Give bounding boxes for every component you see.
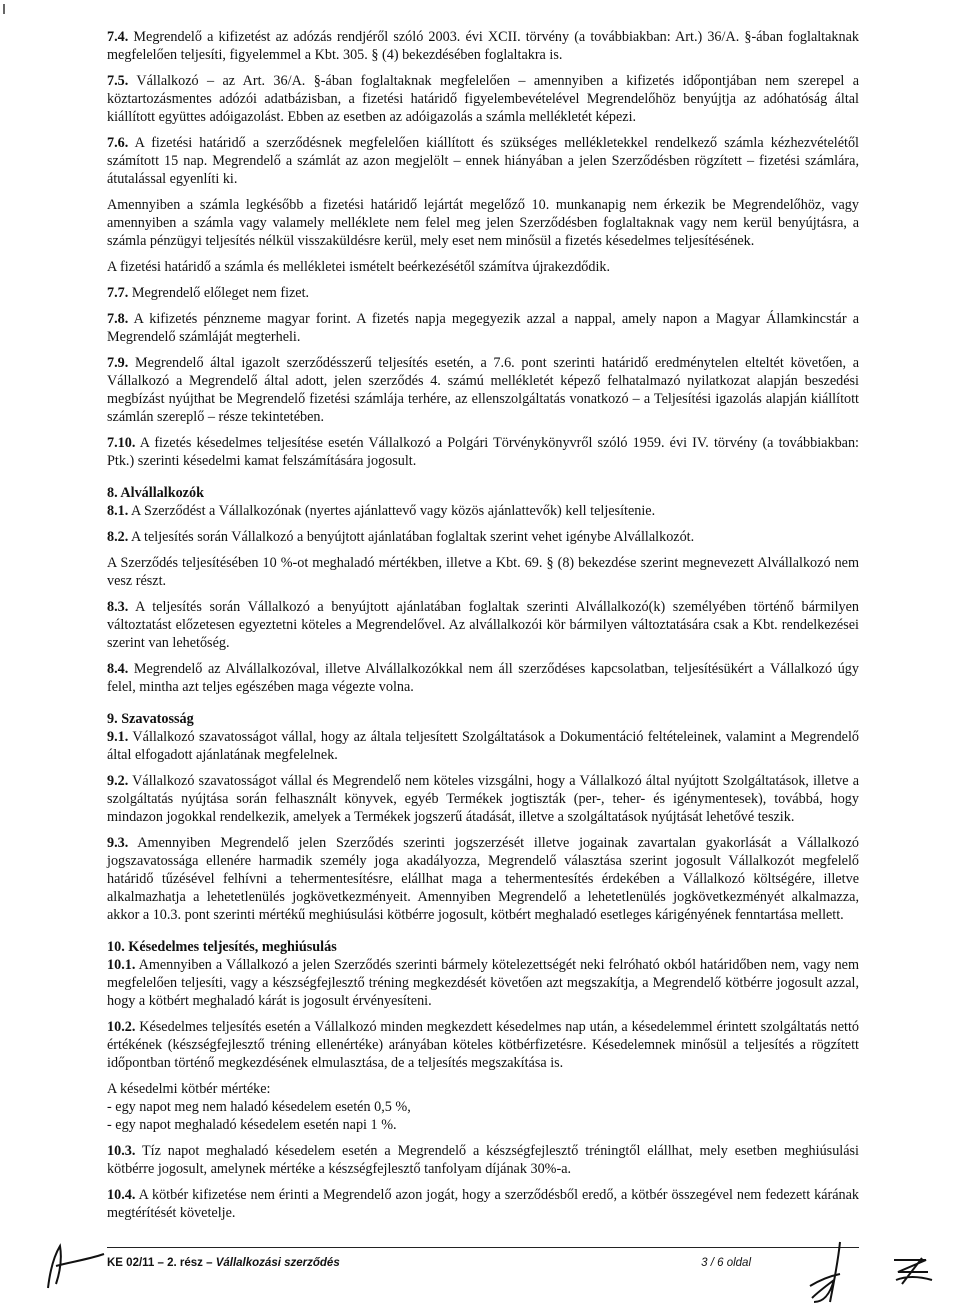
section-heading-8: 8. Alvállalkozók xyxy=(107,485,204,501)
paragraph-10-1: 10.1. Amennyiben a Vállalkozó a jelen Szerződés szerinti bármely kötelezettségét neki felróható okból határidőben nem, vagy nem megfelelően teljesíti, vagy a készségfejlesztő tréning megkezdését követően azt megszakítja, a Megrendelő kötbérre jogosult azzal, hogy a kötbért meghaladó kárát is jogosult érvényesíteni. xyxy=(107,957,859,1009)
paragraph-7-5: 7.5. Vállalkozó – az Art. 36/A. §-ában foglaltaknak megfelelően – amennyiben a kifizetés időpontjában nem szerepel a köztartozásmentes adózói adatbázisban, a fizetési határidő figyelembevételével Megrendelőhöz benyújtja az adóhatóság által kiállított együttes adóigazolást. Ebben az esetben az adóigazolás a számla mellékletét képezi. xyxy=(107,73,859,125)
paragraph-7-4: 7.4. Megrendelő a kifizetést az adózás rendjéről szóló 2003. évi XCII. törvény (a továbbiakban: Art.) 36/A. §-ában foglaltaknak megfelelően teljesíti, figyelemmel a Kbt. 305. § (4) bekezdésében foglaltakra is. xyxy=(107,29,860,63)
paragraph-7-6-restart: A fizetési határidő a számla és mellékletei ismételt beérkezésétől számítva újrakezdődik. xyxy=(107,259,611,275)
paragraph-10-3: 10.3. Tíz napot meghaladó késedelem esetén a Megrendelő a készségfejlesztő tréningtől elállhat, mely esetben meghiúsulási kötbérre jogosult, amelynek mértéke a készségfejlesztő tanfolyam díjának 30%-a. xyxy=(107,1143,859,1177)
paragraph-7-9: 7.9. Megrendelő által igazolt szerződésszerű teljesítés esetén, a 7.6. pont szerinti határidő eredménytelen elteltét követően, a Vállalkozó a Megrendelő által adott, jelen szerződés 4. számú mellékletét képező felhatalmazó nyilatkozat alapján beszedési megbízást nyújthat be Megrendelő fizetési számlája terhére, az ellenszolgáltatás vonatkozó – a Teljesítési igazolás alapján kiállított számlán szereplő – része tekintetében. xyxy=(107,355,859,425)
paragraph-10-2: 10.2. Késedelmes teljesítés esetén a Vállalkozó minden megkezdett késedelmes nap után, a késedelemmel érintett szolgáltatás nettó értékének (készségfejlesztő tréning ellenértéke) arányában köteles kötbérfizetésre. Késedelemnek minősül a teljesítés a rögzített időpontban történő megkezdésének elmulasztása, de a teljesítés megszakítása is. xyxy=(107,1019,860,1071)
paragraph-8-3: 8.3. A teljesítés során Vállalkozó a benyújtott ajánlatában foglaltak szerinti Alvállalkozó(k) személyében történő bármilyen változtatást előzetesen egyeztetni köteles a Megrendelővel. Az alvállalkozói kör bármilyen változtatására csak a Kbt. rendelkezései szerint van lehetőség. xyxy=(107,599,860,651)
paragraph-8-1: 8.1. A Szerződést a Vállalkozónak (nyertes ajánlattevő vagy közös ajánlattevők) kell teljesítenie. xyxy=(107,503,656,519)
document-body xyxy=(107,28,859,1230)
paragraph-8-2: 8.2. A teljesítés során Vállalkozó a benyújtott ajánlatában foglaltak szerint vehet igénybe Alvállalkozót. xyxy=(107,529,695,545)
paragraph-8-4: 8.4. Megrendelő az Alvállalkozóval, illetve Alvállalkozókkal nem áll szerződéses kapcsolatban, teljesítésükért a Vállalkozó úgy felel, mintha azt teljes egészében maga végezte volna. xyxy=(107,661,859,695)
paragraph-7-10: 7.10. A fizetés késedelmes teljesítése esetén Vállalkozó a Polgári Törvénykönyvről szóló 1959. évi IV. törvény (a továbbiakban: Ptk.) szerinti késedelmi kamat felszámítására jogosult. xyxy=(107,435,859,469)
paragraph-10-4: 10.4. A kötbér kifizetése nem érinti a Megrendelő azon jogát, hogy a szerződésből eredő, a kötbér összegével nem fedezett kárának megtérítését követelje. xyxy=(107,1187,859,1221)
penalty-rate-title: A késedelmi kötbér mértéke: xyxy=(107,1081,271,1097)
paragraph-7-8: 7.8. A kifizetés pénzneme magyar forint. A fizetés napja megegyezik azzal a nappal, amely napon a Magyar Államkincstár a Megrendelő számláját megterheli. xyxy=(107,311,860,345)
footer-document-title: Vállalkozási szerződés xyxy=(215,1257,340,1269)
paragraph-9-2: 9.2. Vállalkozó szavatosságot vállal és Megrendelő nem köteles vizsgálni, hogy a Vállalkozó által nyújtott Szolgáltatások, illetve a szolgáltatás nyújtása során felhasznált könyvek, egyéb Termékek jogtiszták (per-, teher- és igénymentesek), továbbá, hogy mindazon jogokkal rendelkezik, amelyek a Termékek jogszerű átadását, illetve a szolgáltatások nyújtását lehetővé teszik. xyxy=(107,773,859,825)
section-heading-10: 10. Késedelmes teljesítés, meghiúsulás xyxy=(107,939,337,955)
page-footer xyxy=(107,1247,859,1272)
scan-speck-mark xyxy=(0,2,10,18)
penalty-rate-line-1: - egy napot meg nem haladó késedelem esetén 0,5 %, xyxy=(107,1099,411,1115)
paragraph-9-3: 9.3. Amennyiben Megrendelő jelen Szerződés szerinti jogszerzését illetve jogainak zavartalan gyakorlását a Vállalkozó jogszavatossága ellenére harmadik személy joga akadályozza, Megrendelő választása szerint jogosult Vállalkozót megfelelő határidő tűzésével felhívni a tehermentesítésre, elállhat maga a tehermentesítés érdekében a Vállalkozó költségére, illetve alkalmazhatja a lehetetlenülés jogkövetkezményeit. Amennyiben Megrendelő a lehetetlenülés jogkövetkezményét alkalmazza, akkor a 10.3. pont szerinti mértékű meghiúsulási kötbérre jogosult, kötbért meghaladó esetleges kárigényének fenntartása mellett. xyxy=(107,835,859,923)
penalty-rate-line-2: - egy napot meghaladó késedelem esetén napi 1 %. xyxy=(107,1117,397,1133)
handwritten-initial-right-mark xyxy=(888,1254,936,1288)
footer-document-code: KE 02/11 – 2. rész – Vállalkozási szerződés xyxy=(107,1257,340,1269)
paragraph-7-7: 7.7. Megrendelő előleget nem fizet. xyxy=(107,285,310,301)
handwritten-signature-mark xyxy=(800,1236,860,1310)
penalty-rate-block xyxy=(107,1080,859,1134)
paragraph-7-6-late-invoice: Amennyiben a számla legkésőbb a fizetési határidő lejártát megelőző 10. munkanapig nem érkezik be Megrendelőhöz, vagy amennyiben a számla vagy valamely melléklete nem felel meg jelen Szerződésben foglaltaknak vagy nem kerül benyújtásra, a számla pénzügyi teljesítés nélkül visszaküldésre kerül, mely eset nem minősül a fizetés késedelmes teljesítésének. xyxy=(107,197,859,249)
paragraph-8-2-threshold: A Szerződés teljesítésében 10 %-ot meghaladó mértékben, illetve a Kbt. 69. § (8) bekezdése szerint megnevezett Alvállalkozó nem vesz részt. xyxy=(107,555,859,589)
handwritten-initial-left-mark xyxy=(40,1236,110,1296)
footer-page-number: 3 / 6 oldal xyxy=(701,1257,751,1269)
section-heading-9: 9. Szavatosság xyxy=(107,711,194,727)
paragraph-9-1: 9.1. Vállalkozó szavatosságot vállal, hogy az általa teljesített Szolgáltatások a Dokumentáció feltételeinek, valamint a Megrendelő által elfogadott ajánlatának megfelelnek. xyxy=(107,729,859,763)
paragraph-7-6: 7.6. A fizetési határidő a szerződésnek megfelelően kiállított és szükséges mellékletekkel rendelkező számla kézhezvételétől számított 15 nap. Megrendelő a számlát az azon megjelölt – ennek hiányában a jelen Szerződésben rögzített – fizetési számlára, átutalással egyenlíti ki. xyxy=(107,135,859,187)
